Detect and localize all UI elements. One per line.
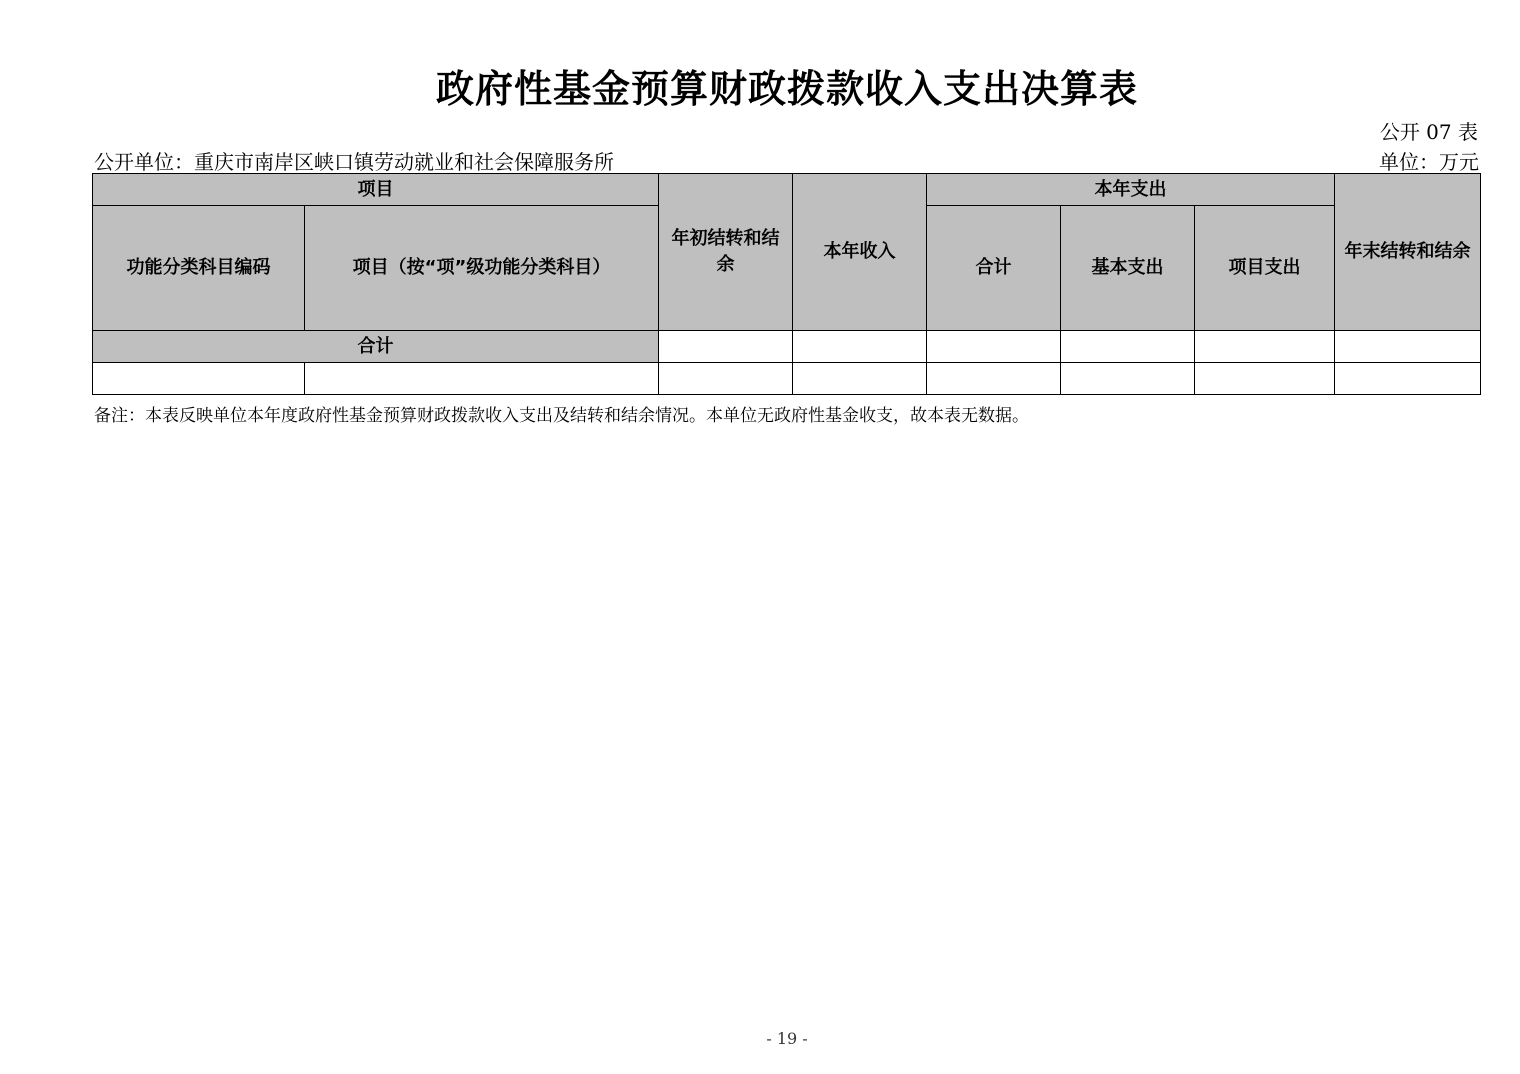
form-number: 公开 07 表 <box>1379 120 1478 144</box>
row-income-cell <box>793 363 927 395</box>
row-expense-project-cell <box>1195 363 1335 395</box>
header-function-code: 功能分类科目编码 <box>93 206 305 331</box>
table-note: 备注：本表反映单位本年度政府性基金预算财政拨款收入支出及结转和结余情况。本单位无政府性基金收支，故本表无数据。 <box>94 406 1029 426</box>
page-title: 政府性基金预算财政拨款收入支出决算表 <box>435 67 1138 111</box>
total-expense-project-cell <box>1195 331 1335 363</box>
row-item-cell <box>305 363 659 395</box>
header-expense-total: 合计 <box>927 206 1061 331</box>
total-expense-total-cell <box>927 331 1061 363</box>
header-current-expense: 本年支出 <box>927 174 1335 206</box>
total-label: 合计 <box>93 331 659 363</box>
publishing-unit: 公开单位：重庆市南岸区峡口镇劳动就业和社会保障服务所 <box>94 150 614 174</box>
header-current-income: 本年收入 <box>793 174 927 331</box>
header-expense-project: 项目支出 <box>1195 206 1335 331</box>
header-expense-basic: 基本支出 <box>1061 206 1195 331</box>
row-closing-cell <box>1335 363 1481 395</box>
header-item-name: 项目（按“项”级功能分类科目） <box>305 206 659 331</box>
header-row-1 <box>93 174 1481 206</box>
row-expense-total-cell <box>927 363 1061 395</box>
total-row <box>93 331 1481 363</box>
budget-table <box>92 173 1481 395</box>
row-expense-basic-cell <box>1061 363 1195 395</box>
header-opening-balance: 年初结转和结余 <box>659 174 793 331</box>
row-code-cell <box>93 363 305 395</box>
header-closing-balance: 年末结转和结余 <box>1335 174 1481 331</box>
table-row <box>93 363 1481 395</box>
page-number: - 19 - <box>766 1029 808 1048</box>
currency-unit: 单位：万元 <box>1379 150 1479 174</box>
header-item: 项目 <box>93 174 659 206</box>
total-opening-cell <box>659 331 793 363</box>
total-expense-basic-cell <box>1061 331 1195 363</box>
total-closing-cell <box>1335 331 1481 363</box>
total-income-cell <box>793 331 927 363</box>
row-opening-cell <box>659 363 793 395</box>
